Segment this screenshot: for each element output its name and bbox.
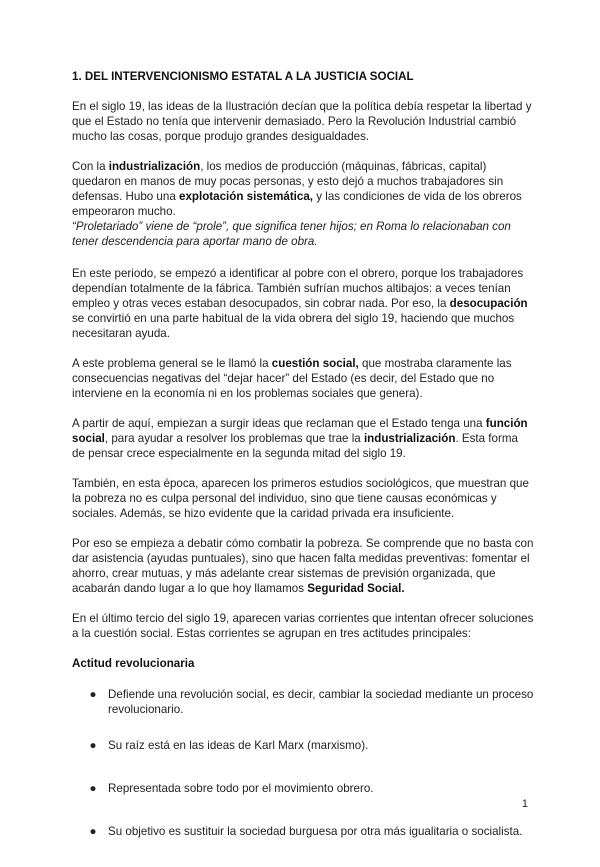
paragraph-social-function	[72, 416, 534, 461]
paragraph-illustration: En el siglo 19, las ideas de la Ilustración decían que la política debía respetar la libertad y que el Estado no tenía que intervenir demasiado. Pero la Revolución Industrial cambió mucho las cosas, porque produjo grandes desigualdades.	[72, 100, 532, 143]
paragraph-unemployment	[72, 266, 534, 341]
text-span: , para ayudar a resolver los problemas que trae la	[104, 432, 364, 445]
list-item	[72, 687, 534, 717]
text-span: A partir de aquí, empiezan a surgir ideas que reclaman que el Estado tenga una	[72, 417, 486, 430]
text-span: Por eso se empieza a debatir cómo combatir la pobreza. Se comprende que no basta con dar asistencia (ayudas puntuales), sino que hacen falta medidas preventivas: fomentar el ahorro, crear mutuas, y más adelante crear sistemas de previsión organizada, que acabarán dando lugar a lo que hoy llamamos	[72, 537, 534, 595]
list-item	[72, 738, 534, 753]
paragraph-social-question	[72, 356, 534, 401]
term-funcion-social: función social	[72, 417, 528, 445]
term-explotacion: explotación sistemática,	[179, 190, 314, 203]
text-span: A este problema general se le llamó la	[72, 357, 272, 370]
document-body	[72, 69, 534, 867]
subheading-revolutionary: Actitud revolucionaria	[72, 657, 195, 670]
list-item-text: Su objetivo es sustituir la sociedad burguesa por otra más igualitaria o socialista.	[108, 825, 523, 838]
text-span: que mostraba claramente las consecuencias negativas del “dejar hacer” del Estado (es decir, del Estado que no interviene en la economía ni en los problemas sociales que genera).	[72, 357, 512, 400]
section-heading: 1. DEL INTERVENCIONISMO ESTATAL A LA JUSTICIA SOCIAL	[72, 70, 414, 83]
text-span: , los medios de producción (máquinas, fábricas, capital) quedaron en manos de muy pocas personas, y esto dejó a muchos trabajadores sin defensas. Hubo una	[72, 160, 504, 203]
text-span: . Esta forma de pensar crece especialmente en la segunda mitad del siglo 19.	[72, 432, 518, 460]
bullet-icon: ●	[89, 739, 97, 752]
list-item	[72, 824, 534, 839]
text-span: y las condiciones de vida de los obreros empeoraron mucho.	[72, 190, 522, 218]
term-cuestion-social: cuestión social,	[271, 357, 359, 370]
list-item-text: Defiende una revolución social, es decir, cambiar la sociedad mediante un proceso revolucionario.	[108, 688, 534, 716]
list-item-text: Representada sobre todo por el movimiento obrero.	[108, 782, 374, 795]
list-item-text: Su raíz está en las ideas de Karl Marx (marxismo).	[108, 739, 369, 752]
list-item	[72, 781, 534, 796]
text-span: En este periodo, se empezó a identificar al pobre con el obrero, porque los trabajadores dependían totalmente de la fábrica. También sufrían muchos altibajos: a veces tenían empleo y otras veces estaban desocupados, sin cobrar nada. Por eso, la	[72, 267, 524, 310]
note-proletariado: “Proletariado” viene de “prole”, que significa tener hijos; en Roma lo relacionaban con tener descendencia para aportar mano de obra.	[72, 220, 511, 248]
text-span: Con la	[72, 160, 109, 173]
term-seguridad-social: Seguridad Social.	[307, 582, 405, 595]
paragraph-poverty-debate	[72, 536, 534, 596]
term-desocupacion: desocupación	[449, 297, 528, 310]
bullet-icon: ●	[89, 782, 97, 795]
term-industrializacion: industrialización	[363, 432, 456, 445]
paragraph-industrialization	[72, 159, 534, 219]
term-industrializacion: industrialización	[108, 160, 201, 173]
bullet-list	[72, 687, 534, 839]
bullet-icon: ●	[89, 688, 97, 701]
text-span: se convirtió en una parte habitual de la vida obrera del siglo 19, haciendo que muchos necesitaran ayuda.	[72, 312, 515, 340]
paragraph-currents: En el último tercio del siglo 19, aparecen varias corrientes que intentan ofrecer soluciones a la cuestión social. Estas corrientes se agrupan en tres actitudes principales:	[72, 612, 534, 640]
bullet-icon: ●	[89, 825, 97, 838]
page-number: 1	[521, 798, 528, 810]
paragraph-sociological-studies: También, en esta época, aparecen los primeros estudios sociológicos, que muestran que la pobreza no es culpa personal del individuo, sino que tiene causas económicas y sociales. Además, se hizo evidente que la caridad privada era insuficiente.	[72, 477, 529, 520]
